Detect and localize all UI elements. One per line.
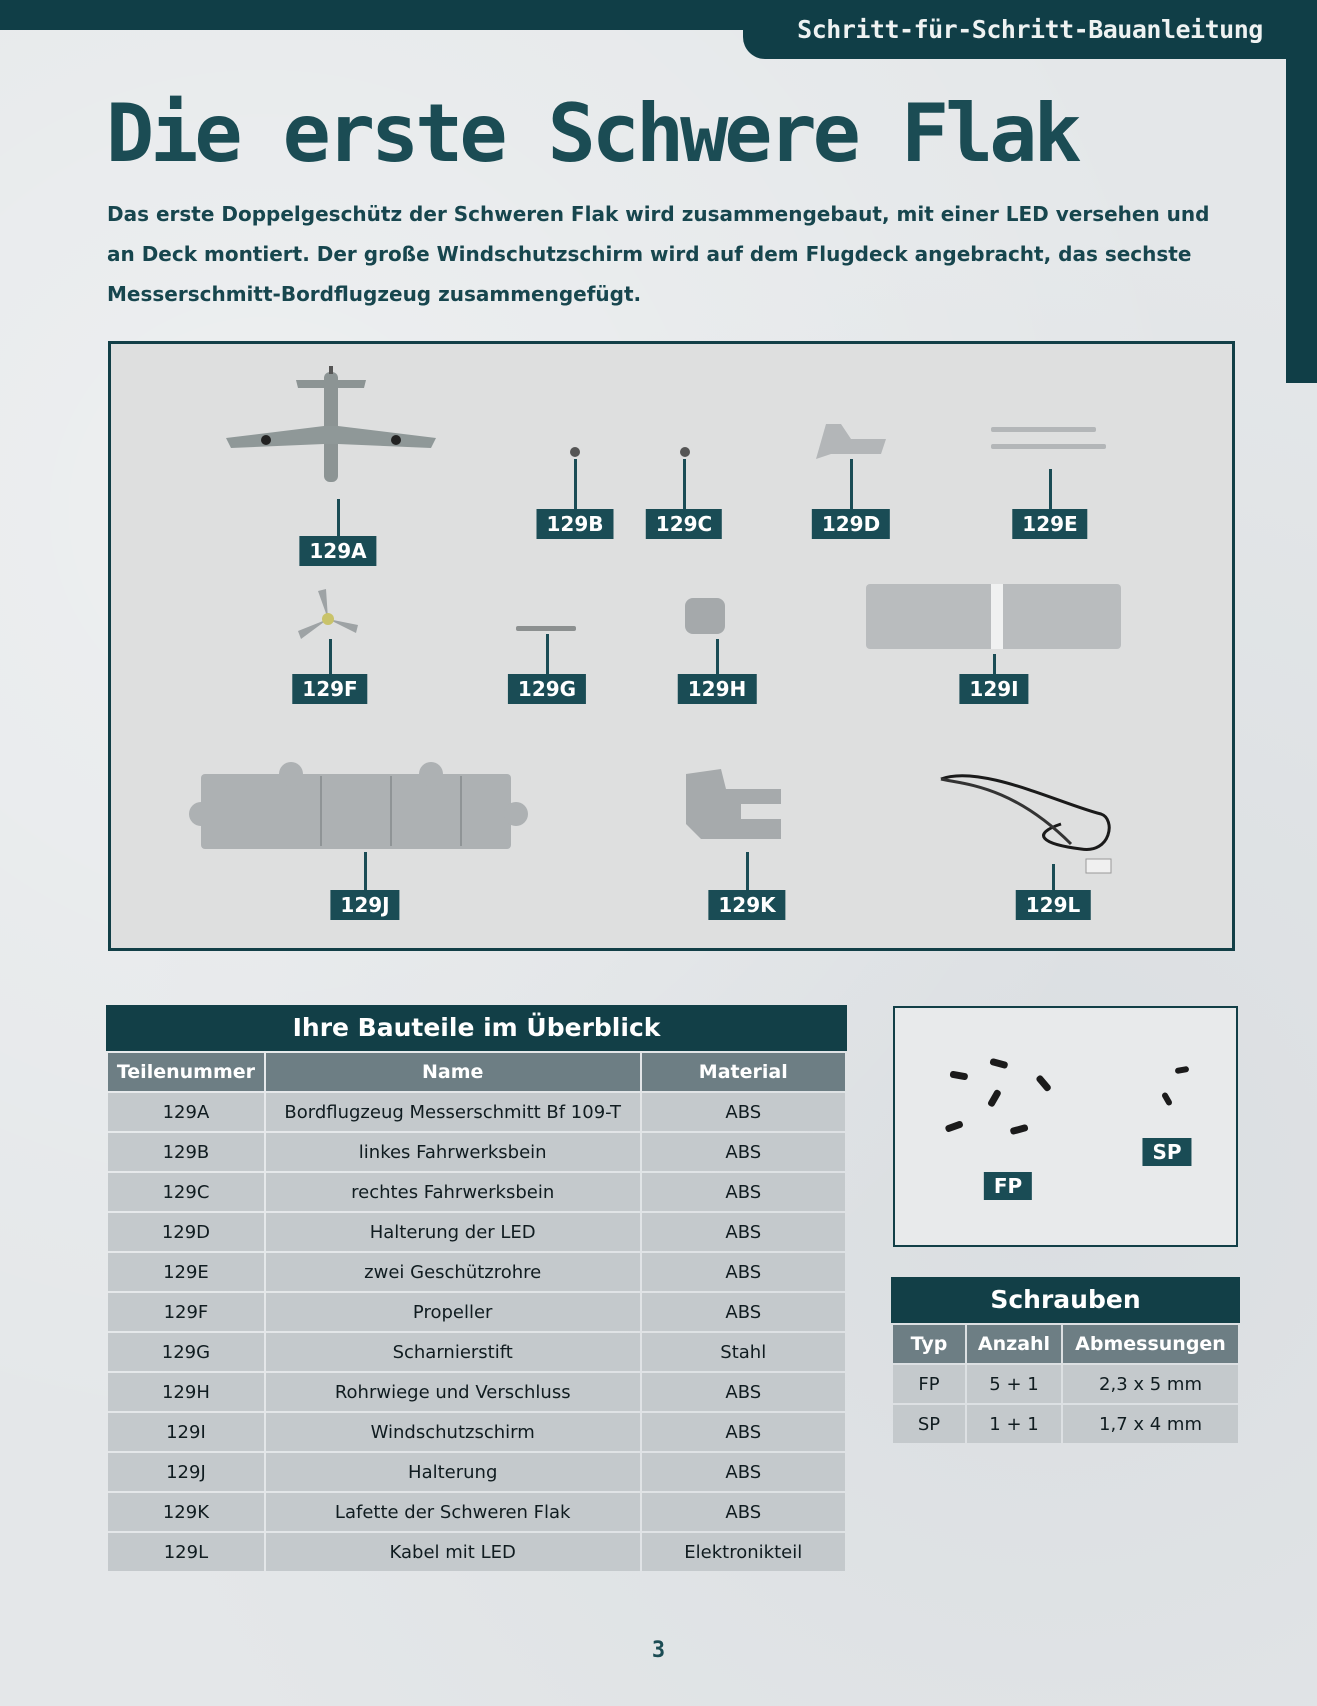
table-row <box>108 1093 845 1131</box>
column-header: Material <box>642 1053 845 1091</box>
table-row <box>108 1173 845 1211</box>
part-name-cell: rechtes Fahrwerksbein <box>266 1173 640 1211</box>
label-stem <box>746 852 749 890</box>
gun-cradle-image <box>681 594 731 639</box>
table-row <box>108 1333 845 1371</box>
part-label-129D: 129D <box>812 509 890 539</box>
screw-label-sp: SP <box>1142 1138 1191 1166</box>
material-cell: ABS <box>642 1493 845 1531</box>
parts-table <box>106 1005 847 1573</box>
label-stem <box>1052 864 1055 890</box>
screw-type-cell: FP <box>893 1365 965 1403</box>
material-cell: ABS <box>642 1133 845 1171</box>
mount-image <box>181 754 541 859</box>
screws-table-caption: Schrauben <box>891 1277 1240 1323</box>
material-cell: ABS <box>642 1093 845 1131</box>
page-title: Die erste Schwere Flak <box>106 87 1078 180</box>
part-number-cell: 129A <box>108 1093 264 1131</box>
material-cell: ABS <box>642 1213 845 1251</box>
part-number-cell: 129D <box>108 1213 264 1251</box>
label-stem <box>993 654 996 674</box>
screw-size-cell: 2,3 x 5 mm <box>1063 1365 1238 1403</box>
screw-label-fp: FP <box>984 1172 1032 1200</box>
part-number-cell: 129J <box>108 1453 264 1491</box>
material-cell: ABS <box>642 1173 845 1211</box>
part-label-129H: 129H <box>678 674 757 704</box>
part-name-cell: Lafette der Schweren Flak <box>266 1493 640 1531</box>
table-row <box>108 1493 845 1531</box>
screws-sp-image <box>1155 1063 1200 1113</box>
part-number-cell: 129E <box>108 1253 264 1291</box>
intro-text: Das erste Doppelgeschütz der Schweren Flak wird zusammengebaut, mit einer LED versehen und an Deck montiert. Der große Windschutzschirm wird auf dem Flugdeck angebracht, das sechste Messerschmitt-Bordflugzeug zusammengefügt. <box>107 202 1210 306</box>
windshield-image <box>861 579 1131 654</box>
part-label-129G: 129G <box>508 674 586 704</box>
part-number-cell: 129K <box>108 1493 264 1531</box>
led-cable-image <box>921 764 1121 874</box>
column-header: Abmessungen <box>1063 1325 1238 1363</box>
screws-fp-image <box>945 1058 1065 1148</box>
table-row <box>108 1373 845 1411</box>
material-cell: ABS <box>642 1413 845 1451</box>
column-header: Typ <box>893 1325 965 1363</box>
parts-table-caption: Ihre Bauteile im Überblick <box>106 1005 847 1051</box>
material-cell: ABS <box>642 1293 845 1331</box>
header-tab: Schritt-für-Schritt-Bauanleitung <box>743 0 1317 59</box>
label-stem <box>546 634 549 674</box>
part-number-cell: 129G <box>108 1333 264 1371</box>
side-strip <box>1286 59 1317 383</box>
table-row <box>108 1413 845 1451</box>
table-row <box>893 1365 1238 1403</box>
label-stem <box>574 459 577 509</box>
label-stem <box>364 852 367 890</box>
part-number-cell: 129L <box>108 1533 264 1571</box>
material-cell: Elektronikteil <box>642 1533 845 1571</box>
table-row <box>108 1213 845 1251</box>
screw-size-cell: 1,7 x 4 mm <box>1063 1405 1238 1443</box>
hinge-pin-image <box>516 624 581 634</box>
part-name-cell: Windschutzschirm <box>266 1413 640 1451</box>
part-name-cell: Scharnierstift <box>266 1333 640 1371</box>
part-name-cell: Halterung <box>266 1453 640 1491</box>
screw-count-cell: 5 + 1 <box>967 1365 1061 1403</box>
part-label-129I: 129I <box>959 674 1028 704</box>
part-number-cell: 129F <box>108 1293 264 1331</box>
part-name-cell: zwei Geschützrohre <box>266 1253 640 1291</box>
column-header: Teilenummer <box>108 1053 264 1091</box>
part-name-cell: linkes Fahrwerksbein <box>266 1133 640 1171</box>
part-name-cell: Propeller <box>266 1293 640 1331</box>
label-stem <box>683 459 686 509</box>
table-row <box>108 1533 845 1571</box>
table-row <box>108 1293 845 1331</box>
table-row <box>108 1133 845 1171</box>
part-label-129K: 129K <box>708 890 785 920</box>
led-holder-image <box>811 419 891 464</box>
material-cell: ABS <box>642 1253 845 1291</box>
part-label-129B: 129B <box>537 509 614 539</box>
screws-photo <box>893 1006 1238 1247</box>
part-label-129F: 129F <box>292 674 367 704</box>
part-label-129E: 129E <box>1012 509 1087 539</box>
column-header: Anzahl <box>967 1325 1061 1363</box>
part-number-cell: 129B <box>108 1133 264 1171</box>
part-label-129L: 129L <box>1016 890 1091 920</box>
label-stem <box>850 459 853 509</box>
label-stem <box>716 639 719 674</box>
screw-count-cell: 1 + 1 <box>967 1405 1061 1443</box>
part-name-cell: Bordflugzeug Messerschmitt Bf 109-T <box>266 1093 640 1131</box>
screw-type-cell: SP <box>893 1405 965 1443</box>
material-cell: ABS <box>642 1453 845 1491</box>
table-row <box>108 1253 845 1291</box>
part-number-cell: 129C <box>108 1173 264 1211</box>
part-number-cell: 129I <box>108 1413 264 1451</box>
table-row <box>108 1453 845 1491</box>
parts-table-header-row <box>108 1053 845 1091</box>
airplane-image <box>226 364 446 484</box>
label-stem <box>337 499 340 537</box>
table-row <box>893 1405 1238 1443</box>
material-cell: Stahl <box>642 1333 845 1371</box>
part-name-cell: Halterung der LED <box>266 1213 640 1251</box>
part-name-cell: Kabel mit LED <box>266 1533 640 1571</box>
column-header: Name <box>266 1053 640 1091</box>
screws-table-header-row <box>893 1325 1238 1363</box>
gun-barrels-image <box>986 424 1106 454</box>
material-cell: ABS <box>642 1373 845 1411</box>
part-name-cell: Rohrwiege und Verschluss <box>266 1373 640 1411</box>
part-label-129A: 129A <box>299 536 376 566</box>
part-label-129C: 129C <box>646 509 722 539</box>
parts-photo <box>108 341 1235 951</box>
part-label-129J: 129J <box>330 890 399 920</box>
part-number-cell: 129H <box>108 1373 264 1411</box>
label-stem <box>1049 469 1052 509</box>
page-number: 3 <box>651 1638 666 1663</box>
flak-carriage-image <box>681 764 801 844</box>
screws-table <box>891 1277 1240 1445</box>
label-stem <box>329 639 332 674</box>
